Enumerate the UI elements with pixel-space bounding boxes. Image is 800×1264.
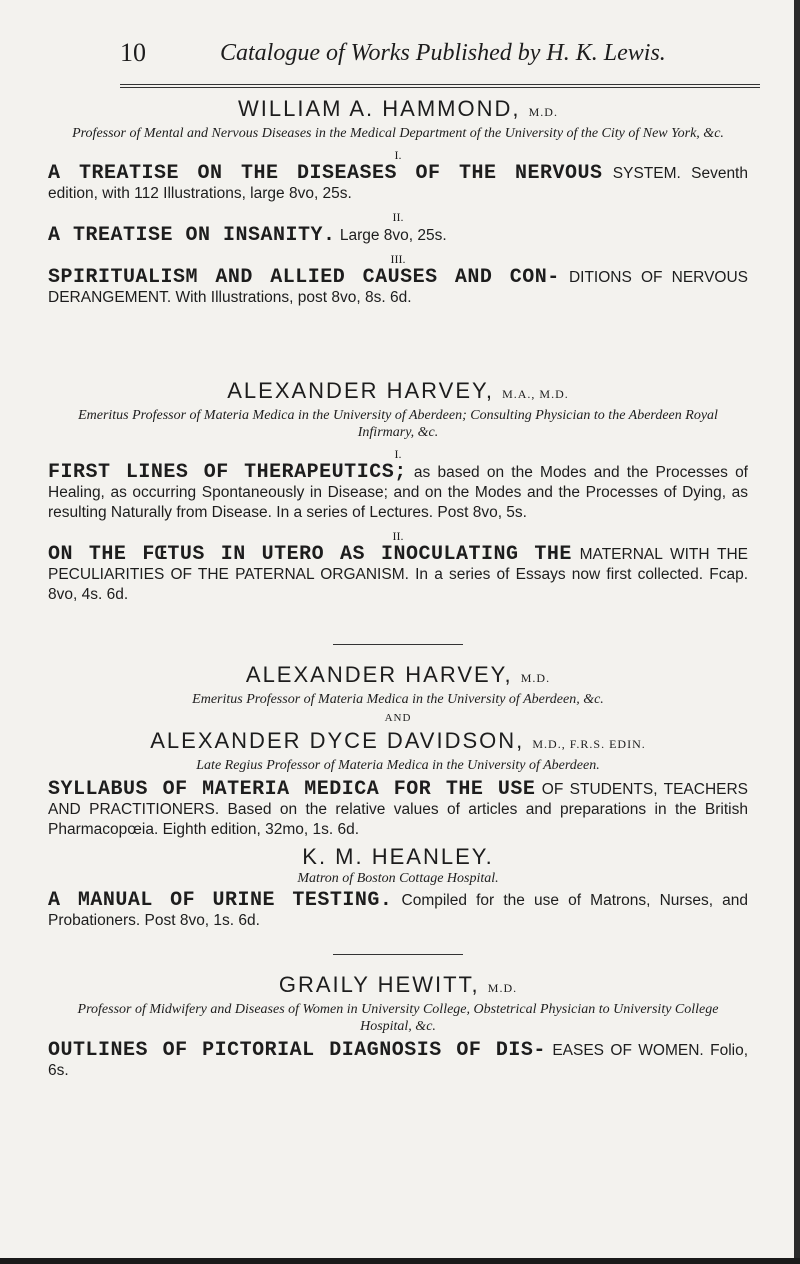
author-description: Professor of Midwifery and Diseases of Women in University College, Obstetrical Physician to University College Hospital, &c. [77, 1002, 719, 1034]
book-details: as based on the Modes and the Processes of Healing, as occurring Spontaneously in Disease; and on the Modes and the Processes of Dying, as resulting Naturally from Disease. In a series of Lectures. Post 8vo, 5s. [48, 464, 748, 521]
co-author-description: Late Regius Professor of Materia Medica in the University of Aberdeen. [196, 758, 600, 773]
book-details: Compiled for the use of Matrons, Nurses, and Probationers. Post 8vo, 1s. 6d. [48, 892, 749, 929]
item-numeral: I. [394, 447, 402, 461]
page-bottom-edge [0, 1258, 800, 1264]
book-details: Large 8vo, 25s. [339, 227, 447, 244]
book-title: OUTLINES OF PICTORIAL DIAGNOSIS OF DIS- [48, 1039, 546, 1062]
section-separator [48, 954, 748, 955]
co-author-name [48, 728, 748, 757]
book-title: SYLLABUS OF MATERIA MEDICA FOR THE USE [48, 778, 536, 801]
co-author-name-text: ALEXANDER DYCE DAVIDSON, [150, 728, 525, 753]
author-name-text: WILLIAM A. HAMMOND, [238, 96, 521, 121]
author-section-harvey [48, 378, 748, 605]
author-description: Emeritus Professor of Materia Medica in the University of Aberdeen; Consulting Physician to the Aberdeen Royal Infirmary, &c. [78, 408, 718, 440]
item-numeral: III. [390, 252, 406, 266]
book-details: OF STUDENTS, TEACHERS AND PRACTITIONERS. Based on the relative values of articles and preparations in the British Pharmacopœia. Eighth edition, 32mo, 1s. 6d. [48, 781, 749, 838]
author-degree: M.D. [528, 105, 558, 119]
item-numeral: II. [392, 529, 404, 543]
book-entry [48, 268, 748, 308]
book-entry [48, 1041, 748, 1081]
item-numeral: I. [394, 148, 402, 162]
page-number: 10 [120, 38, 146, 67]
author-degree: M.D. [520, 671, 551, 685]
author-description: Professor of Mental and Nervous Diseases in the Medical Department of the University of the City of New York, &c. [72, 126, 724, 141]
book-title: A TREATISE ON THE DISEASES OF THE NERVOUS [48, 162, 603, 185]
book-entry [48, 545, 748, 605]
book-entry [48, 164, 748, 204]
book-title: SPIRITUALISM AND ALLIED CAUSES AND CON- [48, 266, 560, 289]
page-edge-shadow [794, 0, 800, 1264]
author-name-text: ALEXANDER HARVEY, [245, 662, 513, 687]
author-section-hewitt [48, 972, 748, 1081]
author-description: Emeritus Professor of Materia Medica in the University of Aberdeen, &c. [192, 692, 604, 707]
author-section-heanley [48, 844, 748, 931]
and-connector: AND [384, 712, 412, 724]
book-title: A MANUAL OF URINE TESTING. [48, 889, 393, 912]
page-header [120, 38, 760, 78]
author-description: Matron of Boston Cottage Hospital. [297, 871, 499, 886]
book-entry [48, 463, 748, 523]
co-author-degree: M.D., F.R.S. EDIN. [532, 737, 646, 751]
book-details: DITIONS OF NERVOUS DERANGEMENT. With Illustrations, post 8vo, 8s. 6d. [48, 269, 749, 306]
book-entry [48, 780, 748, 840]
book-details: EASES OF WOMEN. Folio, 6s. [48, 1042, 749, 1079]
author-name-text: ALEXANDER HARVEY, [227, 378, 494, 403]
book-title: A TREATISE ON INSANITY. [48, 224, 336, 247]
author-name [48, 378, 748, 407]
author-name [48, 96, 748, 125]
book-title: ON THE FŒTUS IN UTERO AS INOCULATING THE [48, 543, 572, 566]
book-entry [48, 226, 748, 246]
author-degree: M.A., M.D. [502, 387, 569, 401]
section-separator [48, 644, 748, 645]
author-section-hammond [48, 96, 748, 308]
author-name [48, 662, 748, 691]
book-entry [48, 891, 748, 931]
author-name: K. M. HEANLEY. [302, 844, 494, 869]
item-numeral: II. [392, 210, 404, 224]
author-name-text: GRAILY HEWITT, [278, 972, 480, 997]
book-details: MATERNAL WITH THE PECULIARITIES OF THE PATERNAL ORGANISM. In a series of Essays now first collected. Fcap. 8vo, 4s. 6d. [48, 546, 749, 603]
book-details: SYSTEM. Seventh edition, with 112 Illustrations, large 8vo, 25s. [48, 165, 748, 202]
book-title: FIRST LINES OF THERAPEUTICS; [48, 461, 407, 484]
running-title: Catalogue of Works Published by H. K. Lewis. [220, 40, 666, 66]
header-rule [120, 84, 760, 88]
author-degree: M.D. [487, 981, 518, 995]
author-section-harvey-davidson [48, 662, 748, 840]
author-name [48, 972, 748, 1001]
